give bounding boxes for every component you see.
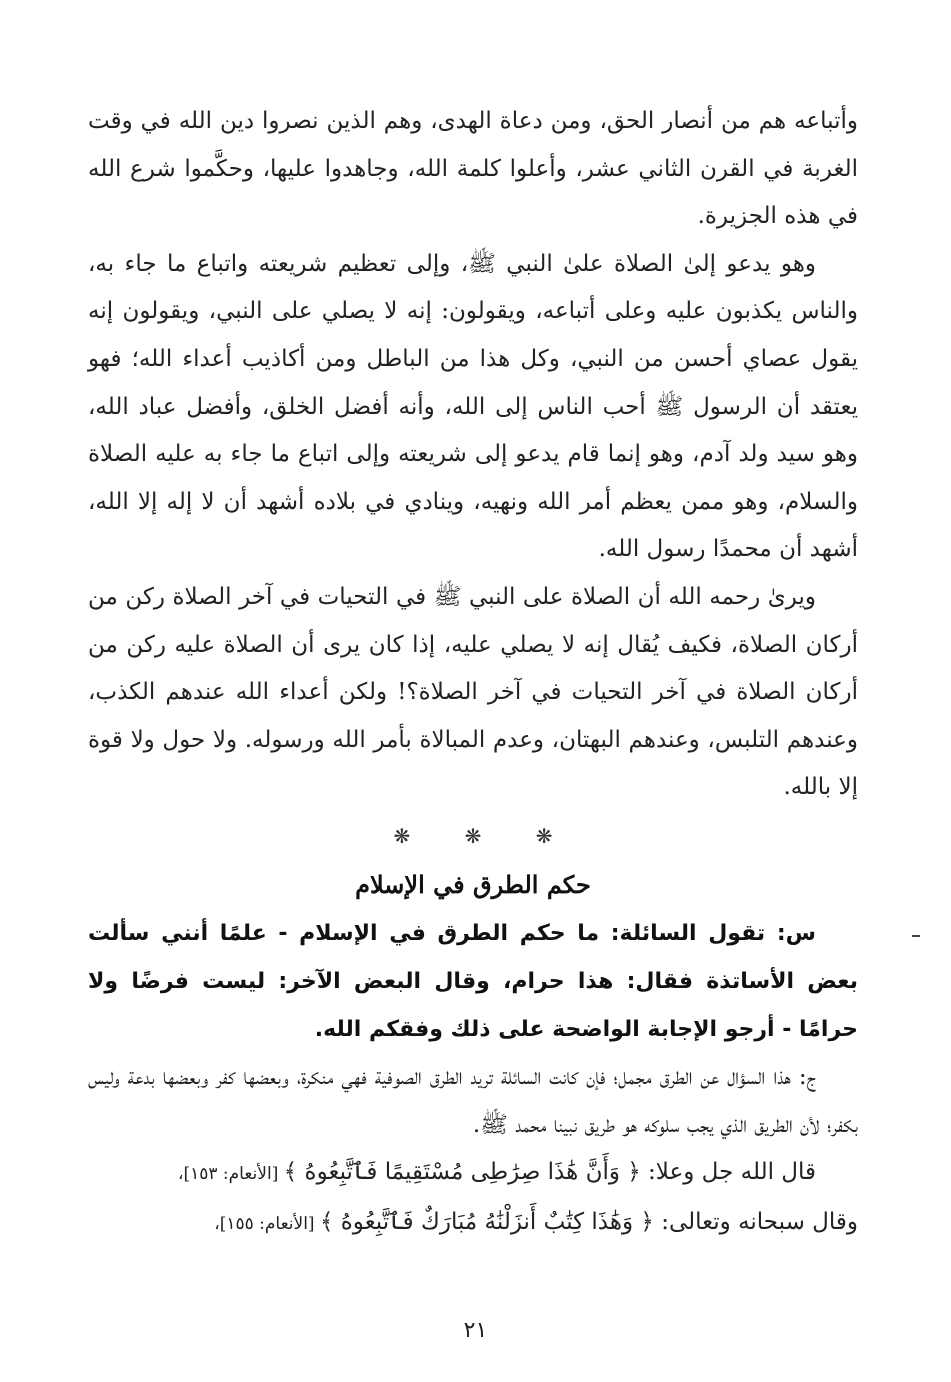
answer-paragraph: ج: هذا السؤال عن الطرق مجمل؛ فإن كانت السائلة تريد الطرق الصوفية فهي منكرة، وبعضها كفر وبعضها بدعة وليس بكفر؛ لأن الطريق الذي يجب سلوكه هو طريق نبينا محمد ﷺ. <box>88 1063 858 1138</box>
quran-quote-2 <box>88 1199 858 1249</box>
quran-verse: ﴿ وَأَنَّ هَٰذَا صِرَٰطِى مُسْتَقِيمًا فَٱتَّبِعُوهُ ﴾ <box>283 1159 641 1186</box>
question-paragraph: س: تقول السائلة: ما حكم الطرق في الإسلام - علمًا أنني سألت بعض الأساتذة فقال: هذا حرام، وقال البعض الآخر: ليست فرضًا ولا حرامًا - أرجو الإجابة الواضحة على ذلك وفقكم الله. <box>88 920 858 1042</box>
quote-intro: وقال سبحانه وتعالى: <box>653 1208 858 1235</box>
quran-verse: ﴿ وَهَٰذَا كِتَٰبٌ أَنزَلْنَٰهُ مُبَارَكٌ فَٱتَّبِعُوهُ ﴾ <box>319 1208 654 1235</box>
verse-reference: [الأنعام: ١٥٣]، <box>177 1164 284 1185</box>
separator-star: ❋ <box>464 823 482 848</box>
quran-quote-1 <box>88 1149 858 1199</box>
separator-star: ❋ <box>393 823 411 848</box>
margin-mark <box>912 935 920 937</box>
page-body <box>88 98 858 1248</box>
separator-star: ❋ <box>535 823 553 848</box>
page-number: ٢١ <box>463 1318 488 1343</box>
section-separator <box>88 812 858 860</box>
paragraph-2: وهو يدعو إلىٰ الصلاة علىٰ النبي ﷺ، وإلى تعظيم شريعته واتباع ما جاء به، والناس يكذبون عليه وعلى أتباعه، ويقولون: إنه لا يصلي على النبي، ويقولون إنه يقول عصاي أحسن من النبي، وكل هذا من الباطل ومن أكاذيب أعداء الله؛ فهو يعتقد أن الرسول ﷺ أحب الناس إلى الله، وأنه أفضل الخلق، وأفضل عباد الله، وهو سيد ولد آدم، وهو إنما قام يدعو إلى شريعته وإلى اتباع ما جاء به عليه الصلاة والسلام، وهو ممن يعظم أمر الله ونهيه، وينادي في بلاده أشهد أن لا إله إلا الله، أشهد أن محمدًا رسول الله. <box>88 250 858 563</box>
paragraph-1: وأتباعه هم من أنصار الحق، ومن دعاة الهدى، وهم الذين نصروا دين الله في وقت الغربة في القرن الثاني عشر، وأعلوا كلمة الله، وجاهدوا عليها، وحكَّموا شرع الله في هذه الجزيرة. <box>88 108 858 230</box>
verse-reference: [الأنعام: ١٥٥]، <box>214 1213 320 1234</box>
paragraph-3: ويرىٰ رحمه الله أن الصلاة على النبي ﷺ في التحيات في آخر الصلاة ركن من أركان الصلاة، فكيف يُقال إنه لا يصلي عليه، إذا كان يرى أن الصلاة عليه ركن من أركان الصلاة في آخر التحيات في آخر الصلاة؟! ولكن أعداء الله عندهم الكذب، وعندهم التلبس، وعندهم البهتان، وعدم المبالاة بأمر الله ورسوله. ولا حول ولا قوة إلا بالله. <box>88 583 858 801</box>
section-heading: حكم الطرق في الإسلام <box>355 869 591 899</box>
quote-intro: قال الله جل وعلا: <box>640 1159 816 1186</box>
